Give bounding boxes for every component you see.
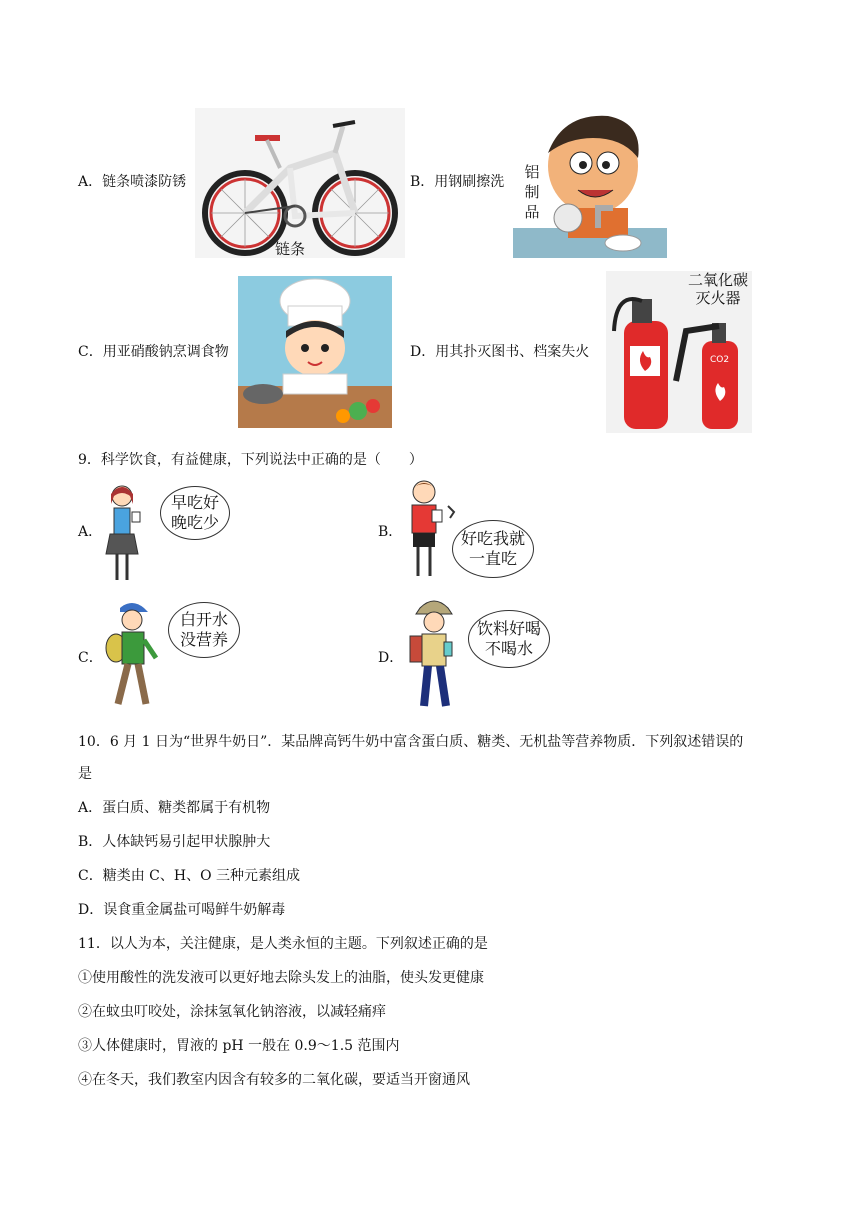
aluminum-caption-char: 品 <box>524 203 540 221</box>
q9-b-bubble-line2: 一直吃 <box>468 549 517 568</box>
q9-a-bubble-line2: 晚吃少 <box>170 513 219 532</box>
co2-tank-label: CO2 <box>710 355 730 365</box>
q11-item-4: ④在冬天，我们教室内因含有较多的二氧化碳，要适当开窗通风 <box>78 1072 470 1088</box>
q10-option-d: D．误食重金属盐可喝鲜牛奶解毒 <box>78 902 286 918</box>
q8-option-b-label: B．用钢刷擦洗 <box>410 174 505 190</box>
bicycle-image <box>195 108 405 258</box>
chef-cartoon-icon <box>238 276 392 428</box>
aluminum-caption-char: 铝 <box>524 163 540 181</box>
co2-caption-line1: 二氧化碳 <box>688 271 749 289</box>
co2-caption-line2: 灭火器 <box>695 289 741 307</box>
q9-c-bubble-line1: 白开水 <box>179 610 228 629</box>
drinker-figure-icon <box>404 598 466 714</box>
q11-stem: 11．以人为本，关注健康，是人类永恒的主题。下列叙述正确的是 <box>78 936 488 952</box>
chain-caption: 链条 <box>275 240 306 258</box>
girl-figure-icon <box>102 482 142 586</box>
boy-washing-image <box>513 108 667 258</box>
aluminum-caption-char: 制 <box>524 183 540 201</box>
q11-item-2: ②在蚊虫叮咬处，涂抹氢氧化钠溶液，以减轻痛痒 <box>78 1004 386 1020</box>
q9-option-c-letter: C． <box>78 650 103 666</box>
chef-image <box>238 276 392 428</box>
extinguisher-image <box>606 271 752 433</box>
q8-option-a-label: A．链条喷漆防锈 <box>78 174 187 190</box>
q9-d-bubble-line1: 饮料好喝 <box>476 619 541 638</box>
q10-option-b: B．人体缺钙易引起甲状腺肿大 <box>78 834 271 850</box>
hiker-figure-icon <box>104 600 162 712</box>
q9-c-bubble-line2: 没营养 <box>179 630 228 649</box>
boy-figure-icon <box>402 478 460 584</box>
q10-stem-line1: 10．6 月 1 日为“世界牛奶日”．某品牌高钙牛奶中富含蛋白质、糖类、无机盐等营养物质．下列叙述错误的 <box>78 734 744 750</box>
bicycle-icon <box>195 108 405 258</box>
q8-option-d-label: D．用其扑灭图书、档案失火 <box>410 344 590 360</box>
q10-option-a: A．蛋白质、糖类都属于有机物 <box>78 800 271 816</box>
q8-option-c-label: C．用亚硝酸钠烹调食物 <box>78 344 229 360</box>
q9-a-bubble-line1: 早吃好 <box>170 493 219 512</box>
q9-d-bubble-line2: 不喝水 <box>484 639 533 658</box>
q9-option-d-letter: D． <box>378 650 404 666</box>
q11-item-1: ①使用酸性的洗发液可以更好地去除头发上的油脂，使头发更健康 <box>78 970 484 986</box>
q9-stem: 9．科学饮食，有益健康，下列说法中正确的是（ ） <box>78 452 423 468</box>
q9-option-b-letter: B． <box>378 524 403 540</box>
q10-stem-line2: 是 <box>78 766 92 782</box>
q9-option-a-letter: A． <box>78 524 103 540</box>
q10-option-c: C．糖类由 C、H、O 三种元素组成 <box>78 868 301 884</box>
q9-b-bubble-line1: 好吃我就 <box>460 529 525 548</box>
q11-item-3: ③人体健康时，胃液的 pH 一般在 0.9～1.5 范围内 <box>78 1038 400 1054</box>
